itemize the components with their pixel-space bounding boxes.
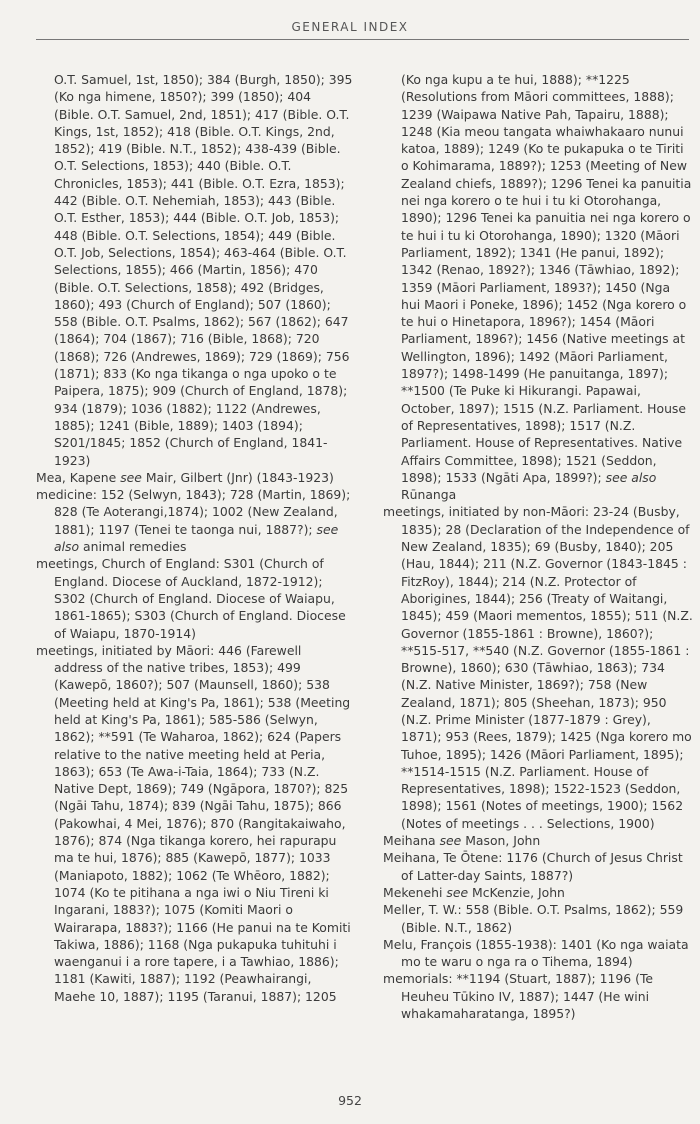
index-entry: meetings, Church of England: S301 (Church of England. Diocese of Auckland, 1872-1912); S302 (Church of England. Diocese of Waiapu, 1861-1865); S303 (Church of England. Diocese of Waiapu, 1870-1914) xyxy=(36,556,346,641)
index-entry: Mekenehi see McKenzie, John xyxy=(383,884,565,900)
index-column-right xyxy=(383,71,693,1022)
index-entry: Mea, Kapene see Mair, Gilbert (Jnr) (1843-1923) xyxy=(36,469,334,485)
index-entry: Melu, François (1855-1938): 1401 (Ko nga waiata mo te waru o nga ra o Tihema, 1894) xyxy=(383,936,689,970)
index-entry: O.T. Samuel, 1st, 1850); 384 (Burgh, 1850); 395 (Ko nga himene, 1850?); 399 (1850); 404 (Bible. O.T. Samuel, 2nd, 1851); 417 (Bible. O.T. Kings, 1st, 1852); 418 (Bible. O.T. Kings, 2nd, 1852); 419 (Bible. N.T., 1852); 438-439 (Bible. O.T. Selections, 1853); 440 (Bible. O.T. Chronicles, 1853); 441 (Bible. O.T. Ezra, 1853); 442 (Bible. O.T. Nehemiah, 1853); 443 (Bible. O.T. Esther, 1853); 444 (Bible. O.T. Job, 1853); 448 (Bible. O.T. Selections, 1854); 449 (Bible. O.T. Job, Selections, 1854); 463-464 (Bible. O.T. Selections, 1855); 466 (Martin, 1856); 470 (Bible. O.T. Selections, 1858); 492 (Bridges, 1860); 493 (Church of England); 507 (1860); 558 (Bible. O.T. Psalms, 1862); 567 (1862); 647 (1864); 704 (1867); 716 (Bible, 1868); 720 (1868); 726 (Andrewes, 1869); 729 (1869); 756 (1871); 833 (Ko nga tikanga o nga upoko o te Paipera, 1875); 909 (Church of England, 1878); 934 (1879); 1036 (1882); 1122 (Andrewes, 1885); 1241 (Bible, 1889); 1403 (1894); S201/1845; 1852 (Church of England, 1841-1923) xyxy=(54,72,353,468)
index-entry: (Ko nga kupu a te hui, 1888); **1225 (Resolutions from Māori committees, 1888); 1239 (Waipawa Native Pah, Tapairu, 1888); 1248 (Kia meou tangata whaiwhakaaro nunui katoa, 1889); 1249 (Ko te pukapuka o te Tiriti o Kohimarama, 1889?); 1253 (Meeting of New Zealand chiefs, 1889?); 1296 Tenei ka panuitia nei nga korero o te hui i tu ki Otorohanga, 1890); 1296 Tenei ka panuitia nei nga korero o te hui i tu ki Otorohanga, 1890); 1320 (Māori Parliament, 1892); 1341 (He panui, 1892); 1342 (Renao, 1892?); 1346 (Tāwhiao, 1892); 1359 (Māori Parliament, 1893?); 1450 (Nga hui Maori i Poneke, 1896); 1452 (Nga korero o te hui o Hinetapora, 1896?); 1454 (Māori Parliament, 1896?); 1456 (Native meetings at Wellington, 1896); 1492 (Māori Parliament, 1897?); 1498-1499 (He panuitanga, 1897); **1500 (Te Puke ki Hikurangi. Papawai, October, 1897); 1515 (N.Z. Parliament. House of Representatives, 1898); 1517 (N.Z. Parliament. House of Representatives. Native Affairs Committee, 1898); 1521 (Seddon, 1898); 1533 (Ngāti Apa, 1899?); see also Rūnanga xyxy=(401,72,692,503)
index-entry: meetings, initiated by non-Māori: 23-24 (Busby, 1835); 28 (Declaration of the Independence of New Zealand, 1835); 69 (Busby, 1840); 205 (Hau, 1844); 211 (N.Z. Governor (1843-1845 : FitzRoy), 1844); 214 (N.Z. Protector of Aborigines, 1844); 256 (Treaty of Waitangi, 1845); 459 (Maori mementos, 1855); 511 (N.Z. Governor (1855-1861 : Browne), 1860?); **515-517, **540 (N.Z. Governor (1855-1861 : Browne), 1860); 630 (Tāwhiao, 1863); 734 (N.Z. Native Minister, 1869?); 758 (New Zealand, 1871); 805 (Sheehan, 1873); 950 (N.Z. Prime Minister (1877-1879 : Grey), 1871); 953 (Rees, 1879); 1425 (Nga korero mo Tuhoe, 1895); 1426 (Māori Parliament, 1895); **1514-1515 (N.Z. Parliament. House of Representatives, 1898); 1522-1523 (Seddon, 1898); 1561 (Notes of meetings, 1900); 1562 (Notes of meetings . . . Selections, 1900) xyxy=(383,504,693,831)
index-entry: Meller, T. W.: 558 (Bible. O.T. Psalms, 1862); 559 (Bible. N.T., 1862) xyxy=(383,902,684,935)
index-entry: Meihana, Te Ōtene: 1176 (Church of Jesus Christ of Latter-day Saints, 1887?) xyxy=(383,850,683,883)
header-rule xyxy=(36,39,689,40)
running-head: GENERAL INDEX xyxy=(291,20,409,34)
index-entry: medicine: 152 (Selwyn, 1843); 728 (Martin, 1869); 828 (Te Aoterangi,1874); 1002 (New Zealand, 1881); 1197 (Tenei te taonga nui, 1887?); see also animal remedies xyxy=(36,487,351,555)
index-column-left xyxy=(36,71,353,1005)
index-entry: Meihana see Mason, John xyxy=(383,833,541,849)
index-entry: meetings, initiated by Māori: 446 (Farewell address of the native tribes, 1853); 499 (Kawepō, 1860?); 507 (Maunsell, 1860); 538 (Meeting held at King's Pa, 1861); 538 (Meeting held at King's Pa, 1861); 585-586 (Selwyn, 1862); **591 (Te Waharoa, 1862); 624 (Papers relative to the native meeting held at Peria, 1863); 653 (Te Awa-i-Taia, 1864); 733 (N.Z. Native Dept, 1869); 749 (Ngāpora, 1870?); 825 (Ngāi Tahu, 1874); 839 (Ngāi Tahu, 1875); 866 (Pakowhai, 4 Mei, 1876); 870 (Rangitakaiwaho, 1876); 874 (Nga tikanga korero, hei rapurapu ma te hui, 1876); 885 (Kawepō, 1877); 1033 (Maniapoto, 1882); 1062 (Te Whēoro, 1882); 1074 (Ko te pitihana a nga iwi o Niu Tireni ki Ingarani, 1883?); 1075 (Komiti Maori o Wairarapa, 1883?); 1166 (He panui na te Komiti Takiwa, 1886); 1168 (Nga pukapuka tuhituhi i waenganui i a rore tapere, i a Tawhiao, 1886); 1181 (Kawiti, 1887); 1192 (Peawhairangi, Maehe 10, 1887); 1195 (Taranui, 1887); 1205 xyxy=(36,642,351,1004)
index-entry: memorials: **1194 (Stuart, 1887); 1196 (Te Heuheu Tūkino IV, 1887); 1447 (He wini whakamaharatanga, 1895?) xyxy=(383,971,654,1022)
page-number: 952 xyxy=(338,1093,362,1108)
